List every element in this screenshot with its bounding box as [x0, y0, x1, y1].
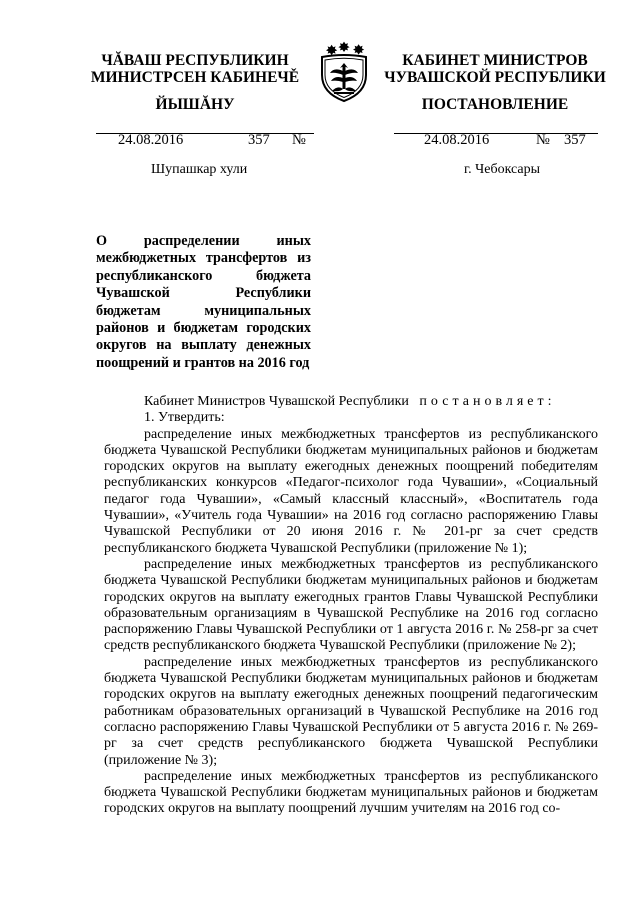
body-paragraph-3: распределение иных межбюджетных трансфертов из республиканского бюджета Чувашской Республики бюджетам муниципальных районов и бюджетам городских округов на выплату ежегодных денежных поощрений педагогическим работникам образовательных организаций в Чувашской Республике на 2016 год согласно распоряжению Главы Чувашской Республики от 5 августа 2016 г. № 269-рг за счет средств республиканского бюджета Чувашской Республики (приложение № 3); — [104, 654, 598, 768]
left-number-sign: № — [292, 132, 306, 148]
city-left: Шупашкар хули — [151, 162, 248, 177]
header-right-line-1: КАБИНЕТ МИНИСТРОВ — [402, 52, 588, 69]
header-left-line-2: МИНИСТРСЕН КАБИНЕЧĚ — [90, 69, 300, 86]
intro-prefix: Кабинет Министров Чувашской Республики — [144, 394, 409, 409]
header-right-line-2: ЧУВАШСКОЙ РЕСПУБЛИКИ — [384, 69, 606, 86]
body-paragraph-1: распределение иных межбюджетных трансфертов из республиканского бюджета Чувашской Республики бюджетам муниципальных районов и бюджетам городских округов на выплату ежегодных денежных поощрений победителям республиканских конкурсов «Педагог-психолог года Чувашии», «Социальный педагог года Чувашии», «Самый классный классный», «Воспитатель года Чувашии», «Учитель года Чувашии» на 2016 год согласно распоряжению Главы Чувашской Республики от 20 июня 2016 г. № 201-рг за счет средств республиканского бюджета Чувашской Республики (приложение № 1); — [104, 426, 598, 556]
body-paragraph-4: распределение иных межбюджетных трансфертов из республиканского бюджета Чувашской Республики бюджетам муниципальных районов и бюджетам городских округов на выплату поощрений лучшим учителям на 2016 год со- — [104, 768, 598, 817]
intro-decree-word: постановляет: — [419, 394, 556, 409]
header-right-title — [378, 52, 612, 86]
document-body — [104, 394, 598, 818]
left-date: 24.08.2016 — [118, 132, 184, 148]
city-right: г. Чебоксары — [464, 162, 541, 177]
right-number: 357 — [564, 132, 586, 148]
left-number: 357 — [248, 132, 270, 148]
right-number-sign: № — [536, 132, 550, 148]
header-left-line-1: ЧĂВАШ РЕСПУБЛИКИН — [101, 52, 289, 69]
chuvash-coat-of-arms-icon — [314, 41, 374, 105]
header-left-title — [80, 52, 310, 86]
body-paragraph-2: распределение иных межбюджетных трансфертов из республиканского бюджета Чувашской Республики бюджетам муниципальных районов и бюджетам городских округов на выплату ежегодных грантов Главы Чувашской Республики образовательным организациям в Чувашской Республике на 2016 год согласно распоряжению Главы Чувашской Республики от 1 августа 2016 г. № 258-рг за счет средств республиканского бюджета Чувашской Республики (приложение № 2); — [104, 556, 598, 654]
doctype-left: ЙЫШĂНУ — [155, 96, 235, 113]
item-1-heading: 1. Утвердить: — [144, 410, 225, 426]
doctype-right: ПОСТАНОВЛЕНИЕ — [421, 96, 569, 113]
intro-paragraph — [104, 394, 598, 410]
document-subject: О распределении иных межбюджетных трансфертов из республиканского бюджета Чувашской Республики бюджетам муниципальных районов и бюджетам городских округов на выплату денежных поощрений и грантов на 2016 год — [96, 233, 311, 371]
right-date: 24.08.2016 — [424, 132, 490, 148]
